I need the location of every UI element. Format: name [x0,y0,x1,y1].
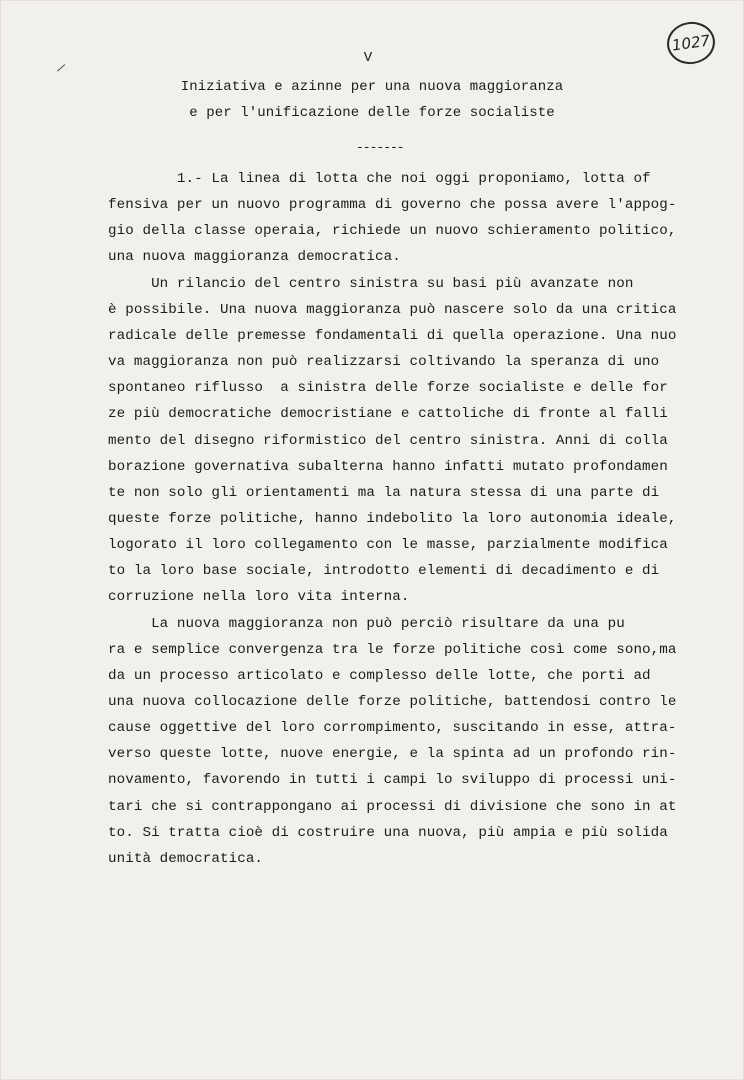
text-line: cause oggettive del loro corrompimento, suscitando in esse, attra- [108,720,677,737]
text-line: tari che si contrappongano ai processi di divisione che sono in at [108,798,677,815]
text-line: Un rilancio del centro sinistra su basi più avanzate non [108,275,634,292]
stamp-text: 1027 [670,31,712,55]
text-line: queste forze politiche, hanno indebolito la loro autonomia ideale, [108,510,677,527]
text-line: novamento, favorendo in tutti i campi lo sviluppo di processi uni- [108,772,677,789]
text-line: La nuova maggioranza non può perciò risultare da una pu [108,615,625,632]
text-line: da un processo articolato e complesso delle lotte, che porti ad [108,667,651,684]
text-line: 1.- La linea di lotta che noi oggi proponiamo, lotta of [108,171,651,187]
text-line: ra e semplice convergenza tra le forze politiche così come sono,ma [108,641,677,658]
text-line: borazione governativa subalterna hanno infatti mutato profondamen [108,458,668,475]
text-line: unità democratica. [108,850,264,867]
chapter-label: V [363,50,373,66]
text-line: to. Si tratta cioè di costruire una nuova, più ampia e più solida [108,824,668,841]
text-line: una nuova maggioranza democratica. [108,249,401,266]
text-line: te non solo gli orientamenti ma la natura stessa di una parte di [108,484,660,501]
text-line: mento del disegno riformistico del centro sinistra. Anni di colla [108,432,668,449]
text-line: va maggioranza non può realizzarsi coltivando la speranza di uno [108,354,660,371]
text-line: radicale delle premesse fondamentali di quella operazione. Una nuo [108,327,677,344]
text-line: to la loro base sociale, introdotto elementi di decadimento e di [108,563,660,580]
text-line: gio della classe operaia, richiede un nuovo schieramento politico, [108,223,677,240]
chapter-number [0,50,744,66]
text-line: fensiva per un nuovo programma di governo che possa avere l'appog- [108,197,677,214]
margin-mark: / [54,61,67,77]
separator-rule: ------- [356,140,404,155]
text-line: una nuova collocazione delle forze politiche, battendosi contro le [108,694,677,710]
title-line-1: Iniziativa e azinne per una nuova maggioranza [180,79,564,95]
text-line: logorato il loro collegamento con le masse, parzialmente modifica [108,537,668,554]
text-line: ze più democratiche democristiane e cattoliche di fronte al falli [108,406,668,423]
text-line: corruzione nella loro vita interna. [108,589,410,606]
text-line: verso queste lotte, nuove energie, e la spinta ad un profondo rin- [108,746,677,763]
text-line: è possibile. Una nuova maggioranza può nascere solo da una critica [108,301,677,318]
text-line: spontaneo riflusso a sinistra delle forze socialiste e delle for [108,380,668,397]
title-line-2: e per l'unificazione delle forze socialiste [189,105,555,121]
